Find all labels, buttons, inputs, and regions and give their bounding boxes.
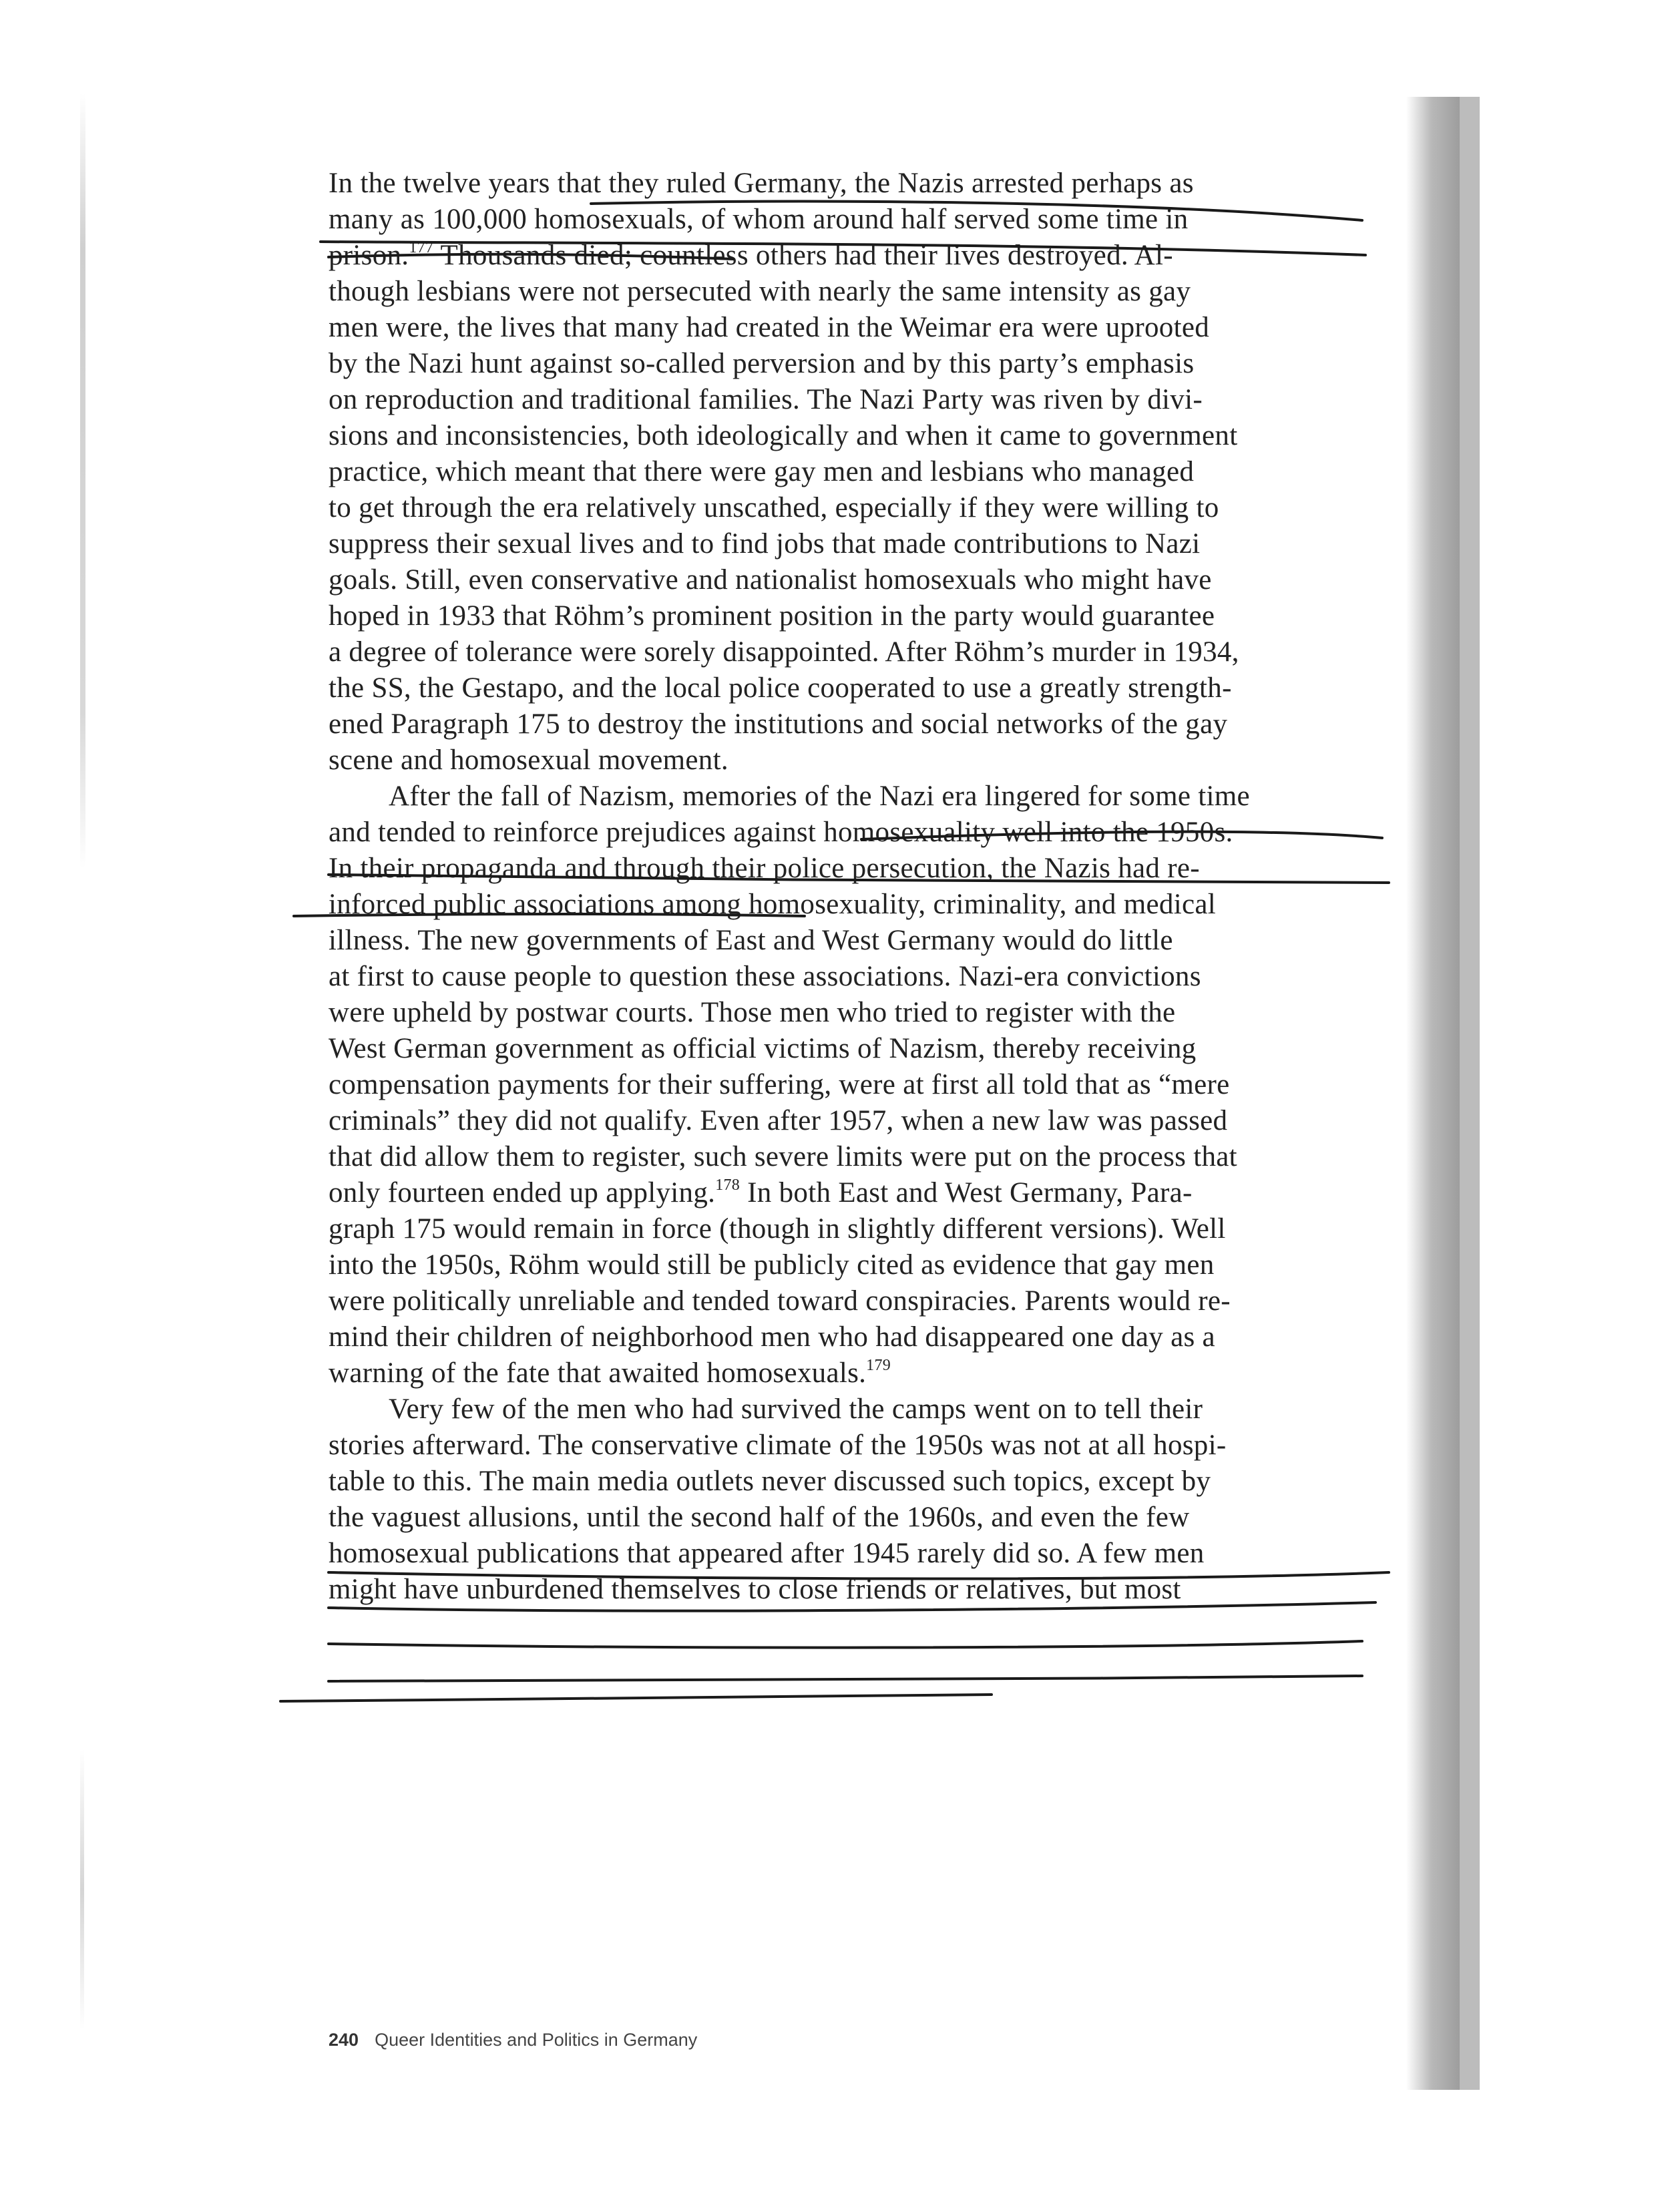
text-line	[329, 166, 1384, 202]
text-line	[329, 1500, 1384, 1536]
text-line	[329, 779, 1384, 815]
line-text: men were, the lives that many had created in the Weimar era were uprooted	[329, 312, 1210, 343]
underline-mark	[329, 1641, 1362, 1648]
line-text: graph 175 would remain in force (though in slightly different versions). Well	[329, 1213, 1226, 1245]
line-text: mind their children of neighborhood men who had disappeared one day as a	[329, 1321, 1215, 1353]
line-text: though lesbians were not persecuted with nearly the same intensity as gay	[329, 276, 1191, 307]
text-line	[329, 1536, 1384, 1572]
line-text: that did allow them to register, such severe limits were put on the process that	[329, 1141, 1237, 1172]
text-line	[329, 418, 1384, 454]
line-text: hoped in 1933 that Röhm’s prominent position in the party would guarantee	[329, 600, 1215, 632]
underline-mark	[329, 1676, 1362, 1681]
line-text: the vaguest allusions, until the second half of the 1960s, and even the few	[329, 1502, 1190, 1533]
text-line	[329, 851, 1384, 887]
text-line	[329, 238, 1384, 274]
text-line	[329, 959, 1384, 995]
text-line	[329, 490, 1384, 526]
text-line	[329, 274, 1384, 310]
footnote-marker: 178	[715, 1176, 741, 1194]
line-text: table to this. The main media outlets never discussed such topics, except by	[329, 1466, 1211, 1497]
line-text: were upheld by postwar courts. Those men who tried to register with the	[329, 997, 1176, 1028]
text-line	[329, 454, 1384, 490]
text-line	[329, 562, 1384, 598]
underline-mark	[280, 1695, 992, 1701]
line-text: compensation payments for their suffering, were at first all told that as “mere	[329, 1069, 1230, 1100]
line-text: After the fall of Nazism, memories of the Nazi era lingered for some time	[389, 781, 1250, 812]
line-text: to get through the era relatively unscathed, especially if they were willing to	[329, 492, 1219, 523]
line-text: stories afterward. The conservative climate of the 1950s was not at all hospi-	[329, 1430, 1227, 1461]
line-text: homosexual publications that appeared after 1945 rarely did so. A few men	[329, 1538, 1205, 1569]
text-line	[329, 526, 1384, 562]
line-text: into the 1950s, Röhm would still be publicly cited as evidence that gay men	[329, 1249, 1215, 1281]
text-line	[329, 346, 1384, 382]
text-line	[329, 1391, 1384, 1428]
line-text: only fourteen ended up applying.	[329, 1177, 716, 1209]
text-line	[329, 706, 1384, 742]
line-text: ened Paragraph 175 to destroy the institutions and social networks of the gay	[329, 708, 1228, 740]
page-footer	[329, 2030, 697, 2050]
line-text: illness. The new governments of East and West Germany would do little	[329, 925, 1173, 956]
text-line	[329, 815, 1384, 851]
line-text: by the Nazi hunt against so-called perversion and by this party’s emphasis	[329, 348, 1195, 379]
text-line	[329, 1211, 1384, 1247]
text-line	[329, 1175, 1384, 1211]
text-line	[329, 1283, 1384, 1319]
scan-artifact-left	[80, 93, 85, 868]
text-line	[329, 1464, 1384, 1500]
text-line	[329, 310, 1384, 346]
text-line	[329, 1247, 1384, 1283]
text-line	[329, 1355, 1384, 1391]
text-line	[329, 742, 1384, 779]
line-text: were politically unreliable and tended toward conspiracies. Parents would re-	[329, 1285, 1231, 1317]
page-number: 240	[329, 2030, 359, 2050]
text-line	[329, 1572, 1384, 1608]
line-text: on reproduction and traditional families. The Nazi Party was riven by divi-	[329, 384, 1203, 415]
line-text: goals. Still, even conservative and nationalist homosexuals who might have	[329, 564, 1212, 596]
line-text: In their propaganda and through their police persecution, the Nazis had re-	[329, 853, 1200, 884]
text-line	[329, 995, 1384, 1031]
running-title: Queer Identities and Politics in Germany	[375, 2030, 698, 2050]
text-line	[329, 670, 1384, 706]
line-text: suppress their sexual lives and to find jobs that made contributions to Nazi	[329, 528, 1201, 560]
text-line	[329, 634, 1384, 670]
text-line	[329, 202, 1384, 238]
line-text: inforced public associations among homosexuality, criminality, and medical	[329, 889, 1216, 920]
book-page-body	[329, 166, 1384, 1608]
scan-shadow-edge-dark	[1460, 97, 1480, 2090]
text-line	[329, 382, 1384, 418]
text-line	[329, 1067, 1384, 1103]
line-text-continued: Thousands died; countless others had their lives destroyed. Al-	[433, 240, 1173, 271]
text-line	[329, 1031, 1384, 1067]
line-text: In the twelve years that they ruled Germany, the Nazis arrested perhaps as	[329, 168, 1194, 199]
line-text: West German government as official victims of Nazism, thereby receiving	[329, 1033, 1197, 1064]
text-line	[329, 923, 1384, 959]
line-text: warning of the fate that awaited homosexuals.	[329, 1357, 867, 1389]
line-text: criminals” they did not qualify. Even after 1957, when a new law was passed	[329, 1105, 1228, 1136]
line-text: practice, which meant that there were gay men and lesbians who managed	[329, 456, 1195, 487]
line-text: at first to cause people to question these associations. Nazi-era convictions	[329, 961, 1201, 992]
line-text: sions and inconsistencies, both ideologically and when it came to government	[329, 420, 1238, 451]
line-text-continued: In both East and West Germany, Para-	[740, 1177, 1193, 1209]
line-text: many as 100,000 homosexuals, of whom around half served some time in	[329, 204, 1189, 235]
footnote-marker: 179	[866, 1357, 891, 1374]
line-text: the SS, the Gestapo, and the local police cooperated to use a greatly strength-	[329, 672, 1232, 704]
text-line	[329, 1103, 1384, 1139]
scan-shadow-edge	[1406, 97, 1463, 2090]
text-line	[329, 1428, 1384, 1464]
line-text: a degree of tolerance were sorely disappointed. After Röhm’s murder in 1934,	[329, 636, 1239, 668]
scan-artifact-left-lower	[80, 1749, 84, 2030]
text-line	[329, 598, 1384, 634]
text-line	[329, 1319, 1384, 1355]
line-text: and tended to reinforce prejudices against homosexuality well into the 1950s.	[329, 817, 1233, 848]
text-line	[329, 887, 1384, 923]
text-line	[329, 1139, 1384, 1175]
footnote-marker: 177	[409, 239, 434, 256]
line-text: Very few of the men who had survived the camps went on to tell their	[389, 1393, 1203, 1425]
line-text: prison.	[329, 240, 409, 271]
line-text: scene and homosexual movement.	[329, 744, 728, 776]
line-text: might have unburdened themselves to close friends or relatives, but most	[329, 1574, 1181, 1605]
